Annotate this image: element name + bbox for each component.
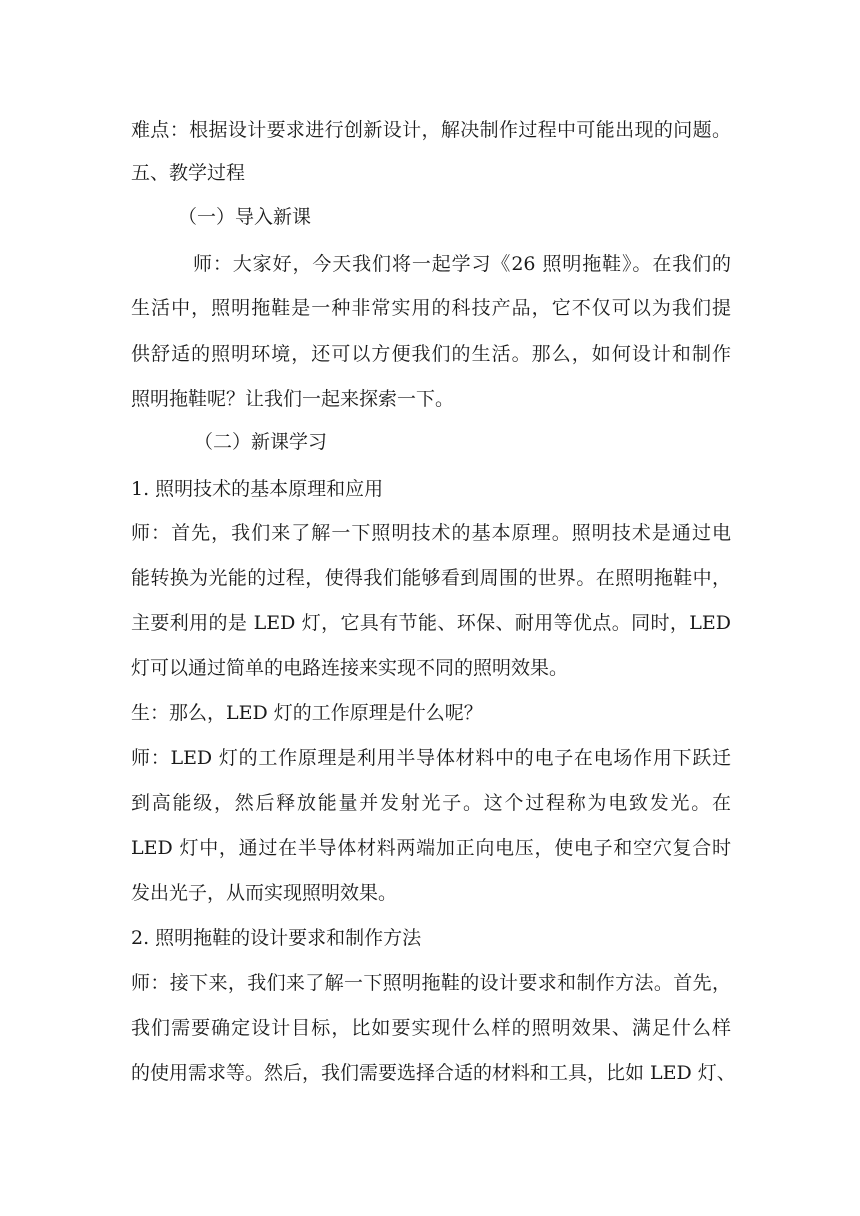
numbered-heading-2: 2. 照明拖鞋的设计要求和制作方法 (131, 927, 422, 949)
paragraph-line: 主要利用的是 LED 灯，它具有节能、环保、耐用等优点。同时，LED (131, 612, 731, 634)
paragraph-line: 照明拖鞋呢？让我们一起来探索一下。 (131, 388, 455, 410)
paragraph-line: 我们需要确定设计目标，比如要实现什么样的照明效果、满足什么样 (131, 1017, 731, 1039)
numbered-heading-1: 1. 照明技术的基本原理和应用 (131, 478, 384, 500)
paragraph-line: 师：接下来，我们来了解一下照明拖鞋的设计要求和制作方法。首先， (131, 972, 731, 994)
subsection-heading-new-lesson: （二）新课学习 (194, 431, 328, 453)
difficulty-line: 难点：根据设计要求进行创新设计，解决制作过程中可能出现的问题。 (131, 119, 731, 141)
subsection-heading-intro: （一）导入新课 (178, 206, 312, 228)
paragraph-line: 师：首先，我们来了解一下照明技术的基本原理。照明技术是通过电 (131, 522, 731, 544)
paragraph-line: 发出光子，从而实现照明效果。 (131, 882, 398, 904)
paragraph-line: 师：LED 灯的工作原理是利用半导体材料中的电子在电场作用下跃迁 (131, 747, 731, 769)
paragraph-line: 灯可以通过简单的电路连接来实现不同的照明效果。 (131, 657, 569, 679)
paragraph-line: 供舒适的照明环境，还可以方便我们的生活。那么，如何设计和制作 (131, 343, 731, 365)
student-question-line: 生：那么，LED 灯的工作原理是什么呢？ (131, 702, 483, 724)
paragraph-line: 能转换为光能的过程，使得我们能够看到周围的世界。在照明拖鞋中， (131, 567, 731, 589)
paragraph-line: 到高能级，然后释放能量并发射光子。这个过程称为电致发光。在 (131, 792, 731, 814)
paragraph-line: 师：大家好，今天我们将一起学习《26 照明拖鞋》。在我们的 (193, 253, 731, 275)
paragraph-line: LED 灯中，通过在半导体材料两端加正向电压，使电子和空穴复合时 (131, 837, 731, 859)
section-heading-teaching-process: 五、教学过程 (131, 162, 246, 184)
paragraph-line: 的使用需求等。然后，我们需要选择合适的材料和工具，比如 LED 灯、 (131, 1062, 736, 1084)
paragraph-line: 生活中，照明拖鞋是一种非常实用的科技产品，它不仅可以为我们提 (131, 297, 731, 319)
